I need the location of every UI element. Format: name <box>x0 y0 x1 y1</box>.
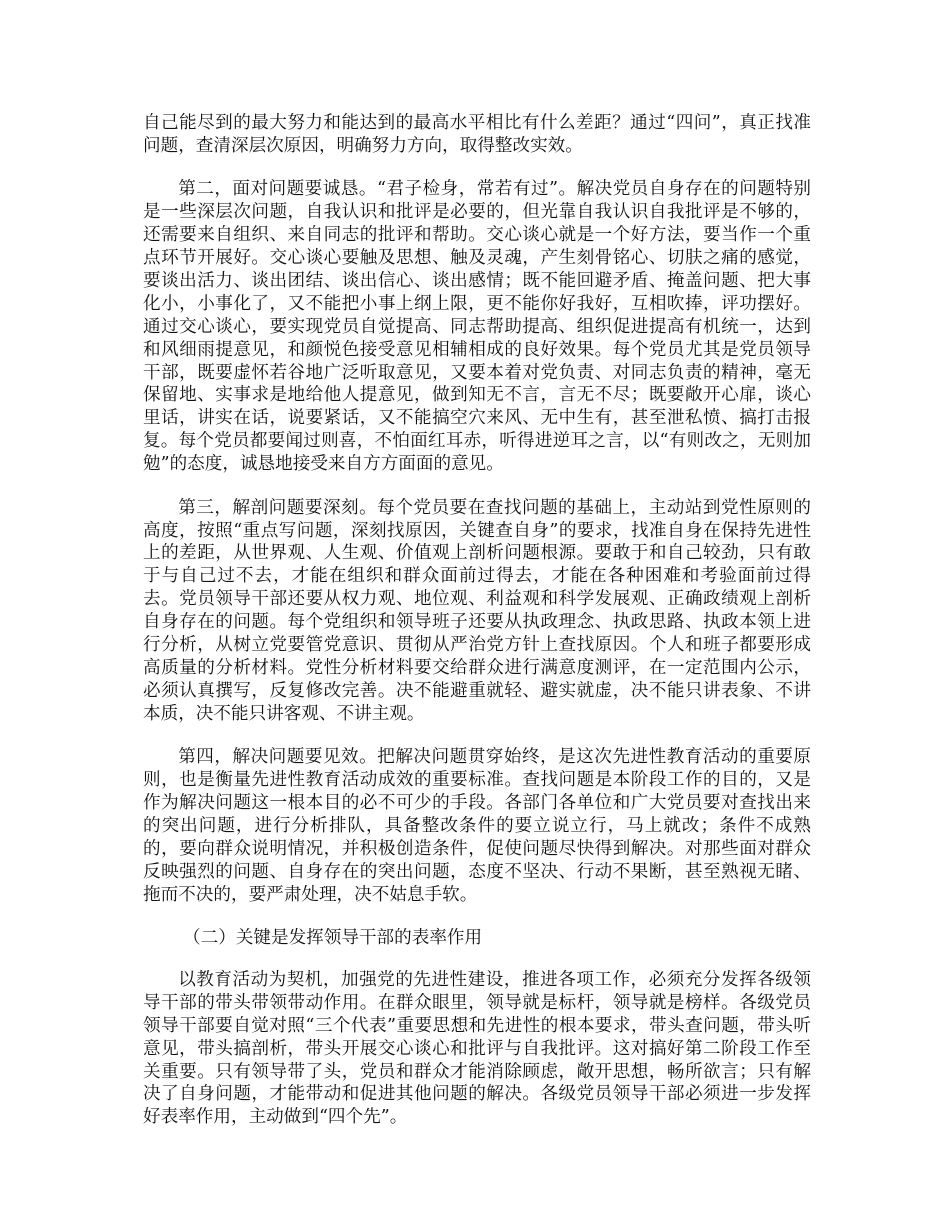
section-subheading: （二）关键是发挥领导干部的表率作用 <box>183 928 483 948</box>
paragraph-fourth-point: 第四，解决问题要见效。把解决问题贯穿始终，是这次先进性教育活动的重要原则，也是衡量先进性教育活动成效的重要标准。查找问题是本阶段工作的目的，又是作为解决问题这一根本目的必不可少的手段。各部门各单位和广大党员要对查找出来的突出问题，进行分析排队，具备整改条件的要立说立行，马上就改；条件不成熟的，要向群众说明情况，并积极创造条件，促使问题尽快得到解决。对那些面对群众反映强烈的问题、自身存在的突出问题，态度不坚决、行动不果断，甚至熟视无睹、拖而不决的，要严肃处理，决不姑息手软。 <box>143 747 811 905</box>
paragraph-third-point: 第三，解剖问题要深刻。每个党员要在查找问题的基础上，主动站到党性原则的高度，按照“重点写问题，深刻找原因，关键查自身”的要求，找准自身在保持先进性上的差距，从世界观、人生观、价值观上剖析问题根源。要敢于和自己较劲，只有敢于与自己过不去，才能在组织和群众面前过得去，才能在各种困难和考验面前过得去。党员领导干部还要从权力观、地位观、利益观和科学发展观、正确政绩观上剖析自身存在的问题。每个党组织和领导班子还要从执政理念、执政思路、执政本领上进行分析，从树立党要管党意识、贯彻从严治党方针上查找原因。个人和班子都要形成高质量的分析材料。党性分析材料要交给群众进行满意度测评，在一定范围内公示，必须认真撰写，反复修改完善。决不能避重就轻、避实就虚，决不能只讲表象、不讲本质，决不能只讲客观、不讲主观。 <box>143 497 811 724</box>
paragraph-continuation: 自己能尽到的最大努力和能达到的最高水平相比有什么差距？通过“四问”，真正找准问题，查清深层次原因，明确努力方向，取得整改实效。 <box>143 113 811 156</box>
paragraph-second-point: 第二，面对问题要诚恳。“君子检身，常若有过”。解决党员自身存在的问题特别是一些深层次问题，自我认识和批评是必要的，但光靠自我认识自我批评是不够的，还需要来自组织、来自同志的批评和帮助。交心谈心就是一个好方法，要当作一个重点环节开展好。交心谈心要触及思想、触及灵魂，产生刻骨铭心、切肤之痛的感觉，要谈出活力、谈出团结、谈出信心、谈出感情；既不能回避矛盾、掩盖问题、把大事化小，小事化了，又不能把小事上纲上限，更不能你好我好，互相吹捧，评功摆好。通过交心谈心，要实现党员自觉提高、同志帮助提高、组织促进提高有机统一，达到和风细雨提意见，和颜悦色接受意见相辅相成的良好效果。每个党员尤其是党员领导干部，既要虚怀若谷地广泛听取意见，又要本着对党负责、对同志负责的精神，毫无保留地、实事求是地给他人提意见，做到知无不言，言无不尽；既要敞开心扉，谈心里话，讲实在话，说要紧话，又不能搞空穴来风、无中生有，甚至泄私愤、搞打击报复。每个党员都要闻过则喜，不怕面红耳赤，听得进逆耳之言，以“有则改之，无则加勉”的态度，诚恳地接受来自方方面面的意见。 <box>143 179 811 475</box>
document-page <box>143 112 811 1150</box>
paragraph-leadership: 以教育活动为契机，加强党的先进性建设，推进各项工作，必须充分发挥各级领导干部的带头带领带动作用。在群众眼里，领导就是标杆，领导就是榜样。各级党员领导干部要自觉对照“三个代表”重要思想和先进性的根本要求，带头查问题，带头听意见，带头搞剖析，带头开展交心谈心和批评与自我批评。这对搞好第二阶段工作至关重要。只有领导带了头，党员和群众才能消除顾虑，敞开思想，畅所欲言；只有解决了自身问题，才能带动和促进其他问题的解决。各级党员领导干部必须进一步发挥好表率作用，主动做到“四个先”。 <box>143 969 811 1128</box>
